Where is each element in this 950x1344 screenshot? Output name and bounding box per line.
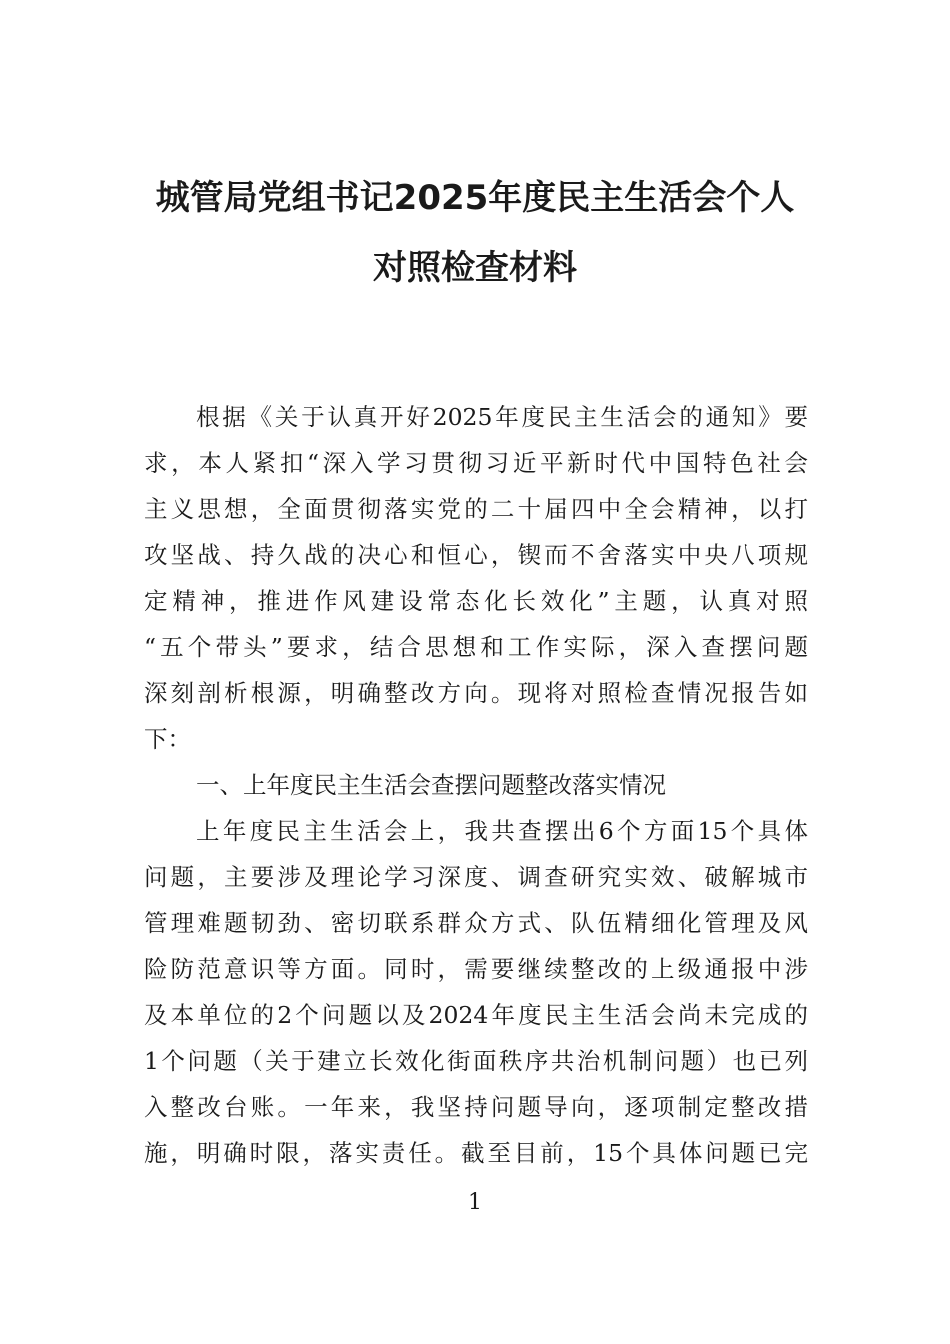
section-paragraph-line: 施，明确时限，落实责任。截至目前，15个具体问题已完 xyxy=(144,1139,808,1167)
intro-paragraph-line: “五个带头”要求，结合思想和工作实际，深入查摆问题 xyxy=(144,633,808,661)
intro-paragraph-line: 主义思想，全面贯彻落实党的二十届四中全会精神，以打 xyxy=(144,495,808,523)
section-paragraph-line: 问题，主要涉及理论学习深度、调查研究实效、破解城市 xyxy=(144,863,808,891)
page-number: 1 xyxy=(468,1190,482,1215)
section-heading: 一、上年度民主生活会查摆问题整改落实情况 xyxy=(196,771,666,799)
intro-paragraph-line: 根据《关于认真开好2025年度民主生活会的通知》要 xyxy=(196,403,808,431)
intro-paragraph-line: 深刻剖析根源，明确整改方向。现将对照检查情况报告如 xyxy=(144,679,808,707)
document-title-line-2: 对照检查材料 xyxy=(373,248,577,288)
section-paragraph-line: 险防范意识等方面。同时，需要继续整改的上级通报中涉 xyxy=(144,955,808,983)
section-paragraph-line: 入整改台账。一年来，我坚持问题导向，逐项制定整改措 xyxy=(144,1093,808,1121)
section-paragraph-line: 1个问题（关于建立长效化街面秩序共治机制问题）也已列 xyxy=(144,1047,808,1075)
intro-paragraph-line: 定精神，推进作风建设常态化长效化”主题，认真对照 xyxy=(144,587,808,615)
section-paragraph-line: 及本单位的2个问题以及2024年度民主生活会尚未完成的 xyxy=(144,1001,808,1029)
document-title-line-1: 城管局党组书记2025年度民主生活会个人 xyxy=(155,178,795,218)
intro-paragraph-line: 下： xyxy=(144,725,191,753)
section-paragraph-line: 上年度民主生活会上，我共查摆出6个方面15个具体 xyxy=(196,817,808,845)
section-paragraph-line: 管理难题韧劲、密切联系群众方式、队伍精细化管理及风 xyxy=(144,909,808,937)
intro-paragraph-line: 攻坚战、持久战的决心和恒心，锲而不舍落实中央八项规 xyxy=(144,541,808,569)
intro-paragraph-line: 求，本人紧扣“深入学习贯彻习近平新时代中国特色社会 xyxy=(144,449,808,477)
